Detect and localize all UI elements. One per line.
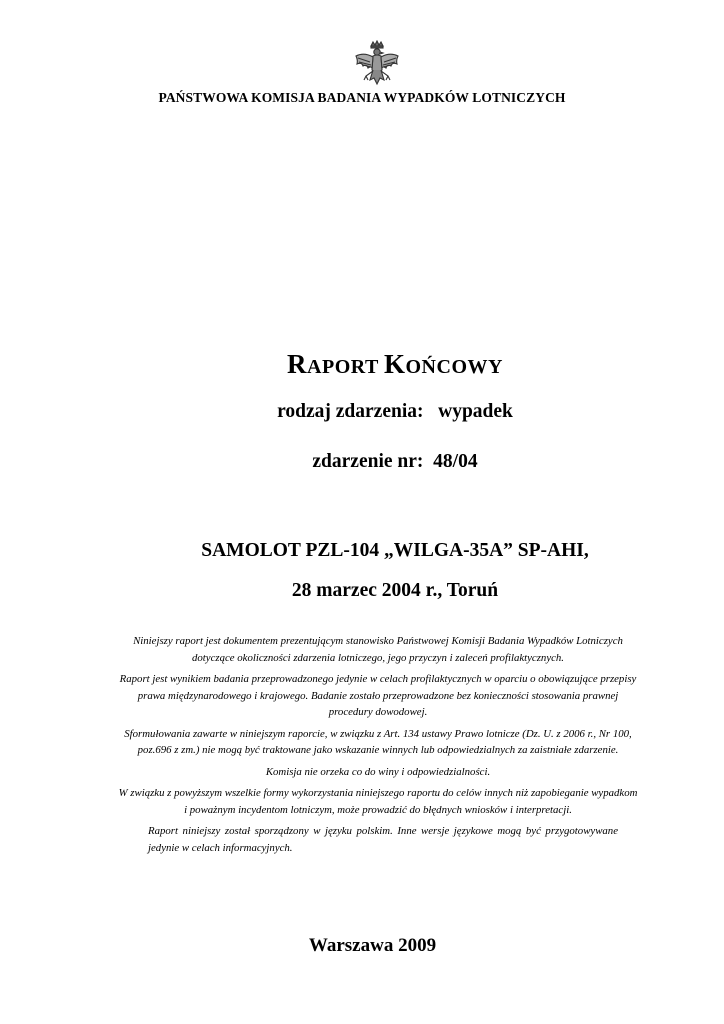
report-title	[0, 349, 724, 380]
disclaimer-paragraph: Raport niniejszy został sporządzony w języku polskim. Inne wersje językowe mogą być przygotowywane jedynie w celach informacyjnych.	[148, 825, 618, 854]
title-second-rest: OŃCOWY	[405, 356, 503, 378]
commission-name: PAŃSTWOWA KOMISJA BADANIA WYPADKÓW LOTNICZYCH	[158, 90, 566, 105]
event-number-label: zdarzenie nr:	[312, 451, 424, 472]
event-number-value: 48/04	[433, 451, 478, 472]
title-first-rest: APORT	[307, 356, 384, 378]
polish-eagle-emblem-icon	[352, 40, 402, 90]
disclaimer-block	[118, 633, 638, 861]
disclaimer-paragraph: Niniejszy raport jest dokumentem prezentującym stanowisko Państwowej Komisji Badania Wypadków Lotniczych dotyczące okoliczności zdarzenia lotniczego, jego przyczyn i zaleceń profilaktycznych.	[133, 635, 623, 664]
title-first-initial: R	[287, 349, 308, 379]
place-and-year: Warszawa 2009	[308, 935, 437, 956]
disclaimer-paragraph: W związku z powyższym wszelkie formy wykorzystania niniejszego raportu do celów innych niż zapobieganie wypadkom i poważnym incydentom lotniczym, może prowadzić do błędnych wniosków i interpretacji.	[118, 787, 638, 816]
event-type-label: rodzaj zdarzenia:	[277, 401, 424, 422]
event-date-place: 28 marzec 2004 r., Toruń	[291, 580, 499, 601]
event-number	[0, 451, 724, 473]
disclaimer-paragraph: Raport jest wynikiem badania przeprowadzonego jedynie w celach profilaktycznych w oparciu o obowiązujące przepisy prawa międzynarodowego i krajowego. Badanie zostało przeprowadzone bez konieczności stosowania prawnej procedury dowodowej.	[119, 673, 637, 718]
event-type	[0, 401, 724, 423]
disclaimer-paragraph: Sformułowania zawarte w niniejszym raporcie, w związku z Art. 134 ustawy Prawo lotnicze (Dz. U. z 2006 r., Nr 100, poz.696 z zm.) nie mogą być traktowane jako wskazanie winnych lub odpowiedzialnych za zaistniałe zdarzenie.	[124, 727, 632, 756]
disclaimer-paragraph: Komisja nie orzeka co do winy i odpowiedzialności.	[265, 765, 491, 778]
title-second-initial: K	[383, 349, 406, 379]
aircraft-identification: SAMOLOT PZL-104 „WILGA-35A” SP-AHI,	[201, 540, 589, 561]
event-type-value: wypadek	[438, 401, 513, 422]
